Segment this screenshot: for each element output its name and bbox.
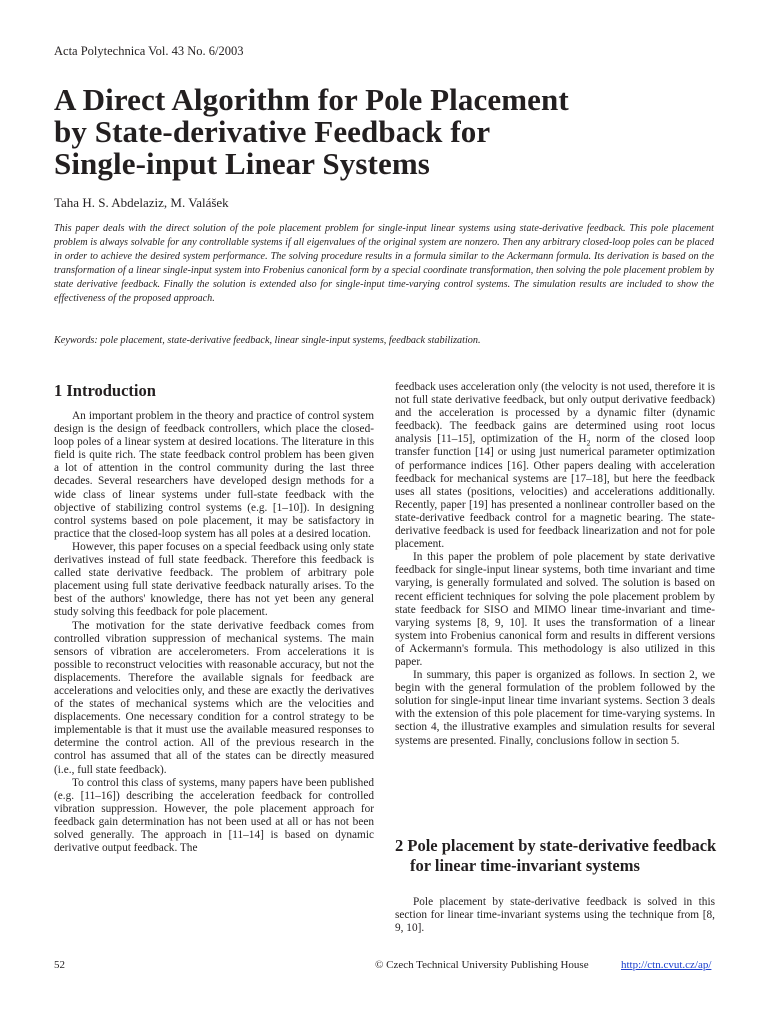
paragraph — [395, 381, 715, 551]
journal-url-link[interactable]: http://ctn.cvut.cz/ap/ — [621, 959, 712, 971]
journal-header: Acta Polytechnica Vol. 43 No. 6/2003 — [54, 44, 244, 58]
paragraph: Pole placement by state-derivative feedback is solved in this section for linear time-invariant systems using the technique from [8, 9, 10]. — [395, 896, 715, 935]
keywords: Keywords: pole placement, state-derivative feedback, linear single-input systems, feedback stabilization. — [54, 335, 481, 346]
paper-title — [54, 84, 734, 180]
abstract: This paper deals with the direct solution of the pole placement problem for single-input linear systems using state-derivative feedback. This pole placement problem is always solvable for any controllable systems if all eigenvalues of the original system are nonzero. Then any arbitrary closed-loop poles can be placed in order to achieve the desired system performance. The solving procedure results in a formula similar to the Ackermann formula. Its derivation is based on the transformation of a linear single-input system into Frobenius canonical form by a special coordinate transformation, then solving the pole placement problem by state derivative feedback. Finally the solution is extended also for single-input time-varying control systems. The simulation results are included to show the effectiveness of the proposed approach. — [54, 223, 714, 304]
section2-body — [395, 896, 715, 935]
subscript: 2 — [586, 438, 591, 448]
title-line: Single-input Linear Systems — [54, 146, 430, 181]
paragraph: To control this class of systems, many papers have been published (e.g. [11–16]) describing the acceleration feedback for controlled vibration suppression. However, the pole placement approach for feedback gain determination has not been used at all or has not been solved generally. The approach in [11–14] is based on dynamic derivative output feedback. The — [54, 776, 374, 855]
paragraph: An important problem in the theory and practice of control system design is the design of feedback controllers, which place the closed-loop poles of a linear system at desired locations. The literature in this field is quite rich. The state feedback control problem has been given a lot of attention in the control community during the last three decades. Several researchers have developed design methods for a wide class of linear systems under full-state feedback with the objective of stabilizing control systems (e.g. [1–10]). In designing control systems based on pole placement, it may be satisfactory in practice that the closed-loop system has all poles at a desired location. — [54, 410, 374, 540]
paragraph: In this paper the problem of pole placement by state derivative feedback for single-input linear systems, both time invariant and time varying, is generally formulated and solved. The solution is based on recent efficient techniques for solving the pole placement problem by state feedback for SISO and MIMO linear time-invariant and time-varying systems [8, 9, 10]. It uses the transformation of a linear system into Frobenius canonical form and results in different versions of Ackermann's formula. This methodology is also utilized in this paper. — [395, 551, 715, 668]
section-heading: 1 Introduction — [54, 381, 156, 400]
text-run: feedback uses acceleration only (the velocity is not used, therefore it is not full state derivative feedback, but only output derivative feedback) and the acceleration is processed by a dynamic filter (dynamic feedback). The feedback gains are determined using root locus analysis [11–15], optimization of the H — [395, 381, 715, 446]
paragraph: In summary, this paper is organized as follows. In section 2, we begin with the general formulation of the problem followed by the solution for single-input linear time invariant systems. Section 3 deals with the extension of this pole placement for time-varying systems. In section 4, the illustrative examples and simulation results for several systems are presented. Finally, conclusions follow in section 5. — [395, 669, 715, 747]
publisher: © Czech Technical University Publishing House — [375, 959, 589, 971]
page-number: 52 — [54, 959, 65, 971]
section-heading: 2 Pole placement by state-derivative feedback for linear time-invariant systems — [395, 836, 717, 875]
paragraph: The motivation for the state derivative feedback comes from controlled vibration suppression of mechanical systems. The main sensors of vibration are accelerometers. From accelerations it is possible to reconstruct velocities with reasonable accuracy, but not the displacements. Therefore the available signals for feedback are accelerations and velocities only, and these are exactly the derivatives of the states of mechanical systems which are the velocities and displacements. One necessary condition for a control strategy to be implementable is that it must use the available measured responses to determine the control action. All of the previous research in the control has assumed that all of the states can be directly measured (i.e., full state feedback). — [54, 619, 374, 776]
title-line: by State-derivative Feedback for — [54, 114, 491, 149]
authors: Taha H. S. Abdelaziz, M. Valášek — [54, 195, 229, 210]
title-line: A Direct Algorithm for Pole Placement — [54, 82, 569, 117]
text-run: norm of the closed loop transfer function [14] or using just numerical parameter optimization of performance indices [16]. Other papers dealing with acceleration feedback for mechanical systems are [17–18], but here the feedback uses all states (positions, velocities) and accelerations additionally. Recently, paper [19] has presented a nonlinear controller based on the state-derivative feedback control for a magnetic bearing. The state-derivative feedback is used for feedback linearization and not for pole placement. — [395, 433, 715, 551]
paragraph: However, this paper focuses on a special feedback using only state derivatives instead of full state feedback. Therefore this feedback is called state derivative feedback. The problem of arbitrary pole placement using full state derivative feedback naturally arises. To the best of the authors' knowledge, there has not yet been any general study solving this feedback for pole placement. — [54, 540, 374, 619]
right-column — [395, 381, 715, 748]
left-column — [54, 410, 374, 855]
